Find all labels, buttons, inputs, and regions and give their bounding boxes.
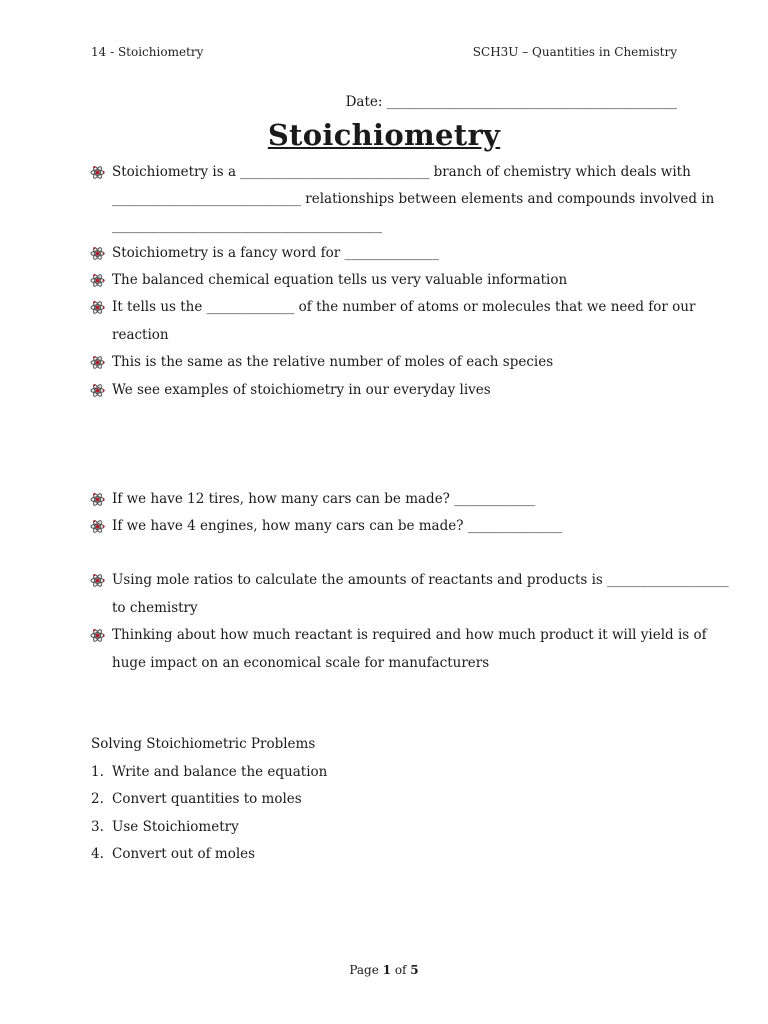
step-number: 3.: [91, 819, 104, 835]
bullet-text: Thinking about how much reactant is required and how much product it will yield is of: [112, 627, 707, 643]
page-footer: [0, 963, 768, 977]
atom-icon: [90, 519, 105, 534]
atom-icon: [90, 165, 105, 180]
atom-icon: [90, 273, 105, 288]
atom-icon: [90, 628, 105, 643]
section-heading: Solving Stoichiometric Problems: [91, 736, 316, 752]
step-text: Write and balance the equation: [112, 764, 328, 780]
bullet-text-continuation: huge impact on an economical scale for manufacturers: [112, 655, 490, 671]
bullet-text: If we have 12 tires, how many cars can be made? ____________: [112, 491, 536, 507]
footer-page-total: 5: [410, 963, 419, 977]
step-number: 1.: [91, 764, 104, 780]
atom-icon: [90, 355, 105, 370]
footer-page-number: 1: [382, 963, 391, 977]
bullet-text: We see examples of stoichiometry in our everyday lives: [112, 382, 491, 398]
footer-middle: of: [391, 963, 411, 977]
bullet-text: If we have 4 engines, how many cars can be made? ______________: [112, 518, 563, 534]
bullet-text-continuation: ____________________________ relationships between elements and compounds involved in: [112, 191, 715, 207]
header-right: SCH3U – Quantities in Chemistry: [472, 45, 677, 59]
step-text: Convert quantities to moles: [112, 791, 302, 807]
step-number: 4.: [91, 846, 104, 862]
page-title: Stoichiometry: [267, 118, 501, 152]
step-text: Convert out of moles: [112, 846, 256, 862]
atom-icon: [90, 492, 105, 507]
atom-icon: [90, 300, 105, 315]
step-text: Use Stoichiometry: [112, 819, 239, 835]
bullet-text-continuation: ________________________________________: [112, 218, 382, 234]
header-left: 14 - Stoichiometry: [91, 45, 204, 59]
atom-icon: [90, 383, 105, 398]
bullet-text: Stoichiometry is a fancy word for ______________: [112, 245, 439, 261]
bullet-text: Using mole ratios to calculate the amounts of reactants and products is __________________: [112, 572, 729, 588]
atom-icon: [90, 246, 105, 261]
bullet-text-continuation: to chemistry: [112, 600, 198, 616]
step-number: 2.: [91, 791, 104, 807]
bullet-text: This is the same as the relative number of moles of each species: [112, 354, 554, 370]
bullet-text: The balanced chemical equation tells us very valuable information: [112, 272, 568, 288]
bullet-text: Stoichiometry is a ____________________________ branch of chemistry which deals with: [112, 164, 691, 180]
bullet-text-continuation: reaction: [112, 327, 169, 343]
footer-prefix: Page: [349, 963, 383, 977]
bullet-text: It tells us the _____________ of the number of atoms or molecules that we need for our: [112, 299, 696, 315]
date-line: Date: ___________________________________________: [345, 94, 677, 110]
atom-icon: [90, 573, 105, 588]
